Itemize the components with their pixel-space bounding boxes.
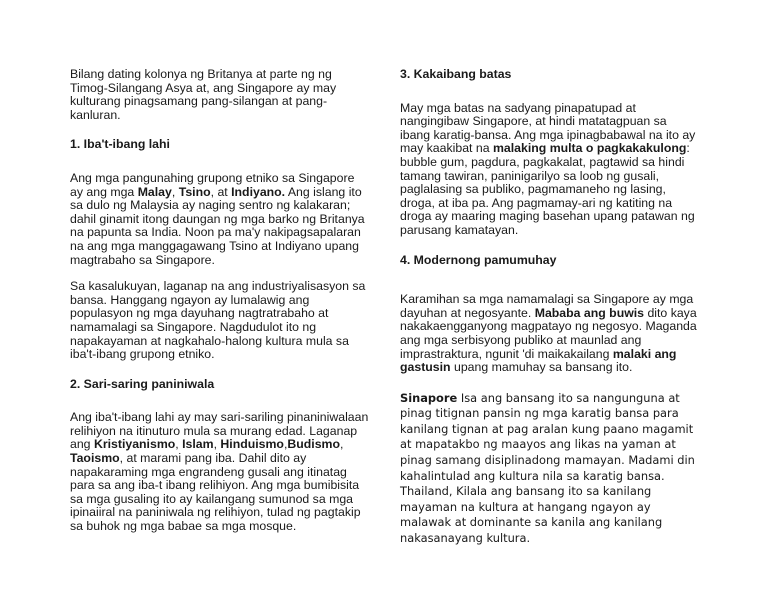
laws-paragraph: May mga batas na sadyang pinapatupad at nangingibaw Singapore, at hindi matatagpuan sa ibang karatig-bansa. Ang mga ipinagbabawal na ito ay may kaakibat na malaking multa o pagkakakulong: bubble gum, pagdura, pagkakalat, pagtawid sa hindi tamang tawiran, paninigarilyo sa loob ng gusali, paglalasing sa publiko, pagmamaneho ng lasing, droga, at iba pa. Ang pagmamay-ari ng katiting na droga ay maaring maging basehan upang patawan ng parusang kamatayan. (400, 100, 696, 237)
section-heading-laws: 3. Kakaibang batas (400, 67, 512, 81)
thailand-paragraph: Thailand, Kilala ang bansang ito sa kanilang mayaman na kultura at hangang ngayon ay malawak at dominante sa kanila ang kanilang nakasanayang kultura. (400, 484, 663, 546)
left-column (70, 68, 370, 534)
section-heading-modern-life: 4. Modernong pamumuhay (400, 252, 557, 267)
right-column (400, 68, 700, 547)
section-heading-races: 1. Iba't-ibang lahi (70, 137, 170, 152)
modern-life-paragraph: Karamihan sa mga namamalagi sa Singapore ay mga dayuhan at negosyante. Mababa ang buwis dito kaya nakakaengganyong magpatayo ng negosyo. Maganda ang mga serbisyong publiko at maunlad ang imprastraktura, ngunit 'di maikakailang malaki ang gastusin upang mamuhay sa bansang ito. (400, 292, 697, 375)
industrialization-paragraph: Sa kasalukuyan, laganap na ang industriyalisasyon sa bansa. Hanggang ngayon ay lumalawig ang populasyon ng mga dayuhang nagtratrabaho at namamalagi sa Singapore. Nagdudulot ito ng napakayaman at nagkahalo-halong kultura mula sa iba't-ibang grupong etniko. (70, 279, 366, 362)
section-heading-beliefs: 2. Sari-saring paniniwala (70, 376, 215, 391)
races-paragraph: Ang mga pangunahing grupong etniko sa Singapore ay ang mga Malay, Tsino, at Indiyano. Ang islang ito sa dulo ng Malaysia ay naging sentro ng kalakaran; dahil ginamit itong daungan ng mga barko ng Britanya na papunta sa India. Noon pa ma'y nakipagsapalaran na ang mga manggagawang Tsino at Indiyano upang magtrabaho sa Singapore. (70, 170, 365, 267)
singapore-paragraph: Sinapore Isa ang bansang ito sa nangunguna at pinag titignan pansin ng mga karatig bansa para kanilang tignan at pag aralan kung paano magamit at mapatakbo ng maayos ang likas na yaman at pinag samang disiplinadong mamayan. Madami din kahalintulad ang kultura nila sa karatig bansa. (400, 390, 695, 483)
beliefs-paragraph: Ang iba't-ibang lahi ay may sari-sariling pinaniniwalaan relihiyon na itinuturo mula sa murang edad. Laganap ang Kristiyanismo, Islam, Hinduismo,Budismo, Taoismo, at marami pang iba. Dahil dito ay napakaraming mga engrandeng gusali ang itinatag para sa ang iba-t ibang relihiyon. Ang mga bumibisita sa mga gusaling ito ay kailangang sumunod sa mga ipinaiiral na paniniwala ng relihiyon, tulad ng pagtakip sa buhok ng mga babae sa mga mosque. (70, 410, 369, 534)
intro-paragraph: Bilang dating kolonya ng Britanya at parte ng ng Timog-Silangang Asya at, ang Singapore ay may kulturang pinagsamang pang-silangan at pang-kanluran. (70, 67, 337, 122)
